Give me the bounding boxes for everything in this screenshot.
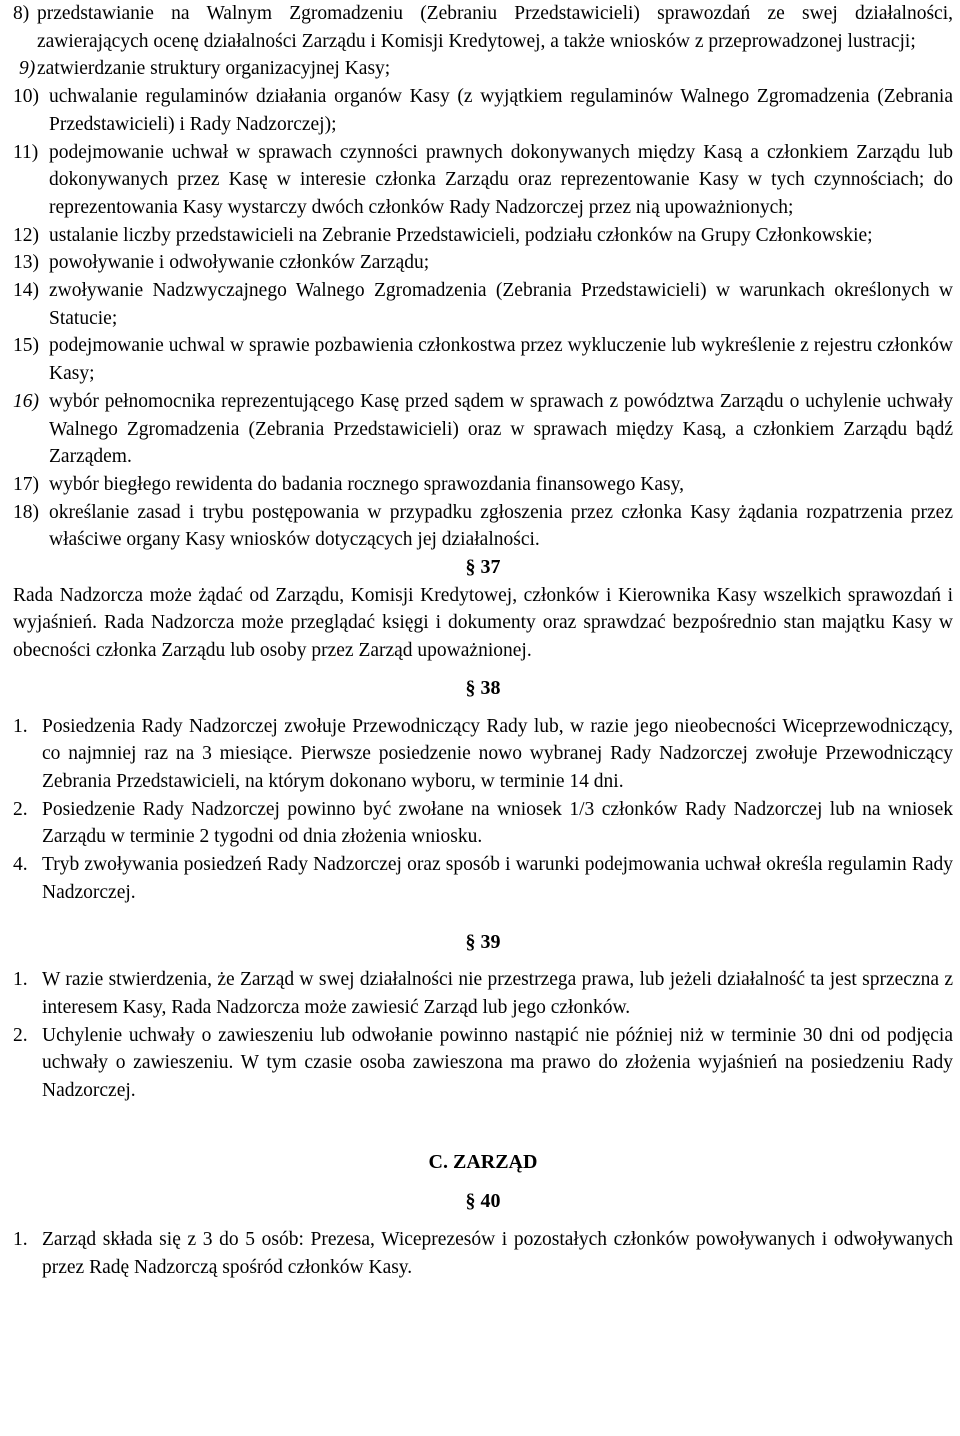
section-heading-37: § 37 xyxy=(465,556,501,579)
list-item xyxy=(13,851,953,906)
item-number: 17) xyxy=(13,473,39,495)
item-text: zwoływanie Nadzwyczajnego Walnego Zgromadzenia (Zebrania Przedstawicieli) w warunkach określonych w Statucie; xyxy=(49,280,953,329)
item-text: W razie stwierdzenia, że Zarząd w swej działalności nie przestrzega prawa, lub jeżeli działalność ta jest sprzeczna z interesem Kasy, Rada Nadzorcza może zawiesić Zarząd lub jego członków. xyxy=(42,969,953,1018)
item-text: powoływanie i odwoływanie członków Zarządu; xyxy=(49,252,430,274)
item-text: zatwierdzanie struktury organizacyjnej Kasy; xyxy=(37,58,391,80)
item-number: 18) xyxy=(13,501,39,523)
item-number: 1. xyxy=(13,1229,28,1251)
item-text: Posiedzenia Rady Nadzorczej zwołuje Przewodniczący Rady lub, w razie jego nieobecności Wiceprzewodniczący, co najmniej raz na 3 miesiące. Pierwsze posiedzenie nowo wybranej Rady Nadzorczej zwołuje Przewodniczący Zebrania Przedstawicieli, na którym dokonano wyboru, w terminie 14 dni. xyxy=(42,715,953,792)
list-item xyxy=(13,388,953,471)
rights-list xyxy=(13,0,953,554)
section-heading-38: § 38 xyxy=(465,676,501,699)
item-number: 11) xyxy=(13,141,39,163)
section-heading-40: § 40 xyxy=(465,1190,501,1213)
section-39-list xyxy=(13,966,953,1105)
item-number: 14) xyxy=(13,280,39,302)
item-number: 1. xyxy=(13,715,28,737)
item-text: ustalanie liczby przedstawicieli na Zebranie Przedstawicieli, podziału członków na Grupy Członkowskie; xyxy=(49,224,873,246)
list-item xyxy=(13,1226,953,1281)
list-item xyxy=(13,796,953,851)
item-number: 2. xyxy=(13,798,28,820)
item-number: 9) xyxy=(19,58,36,80)
item-text: przedstawianie na Walnym Zgromadzeniu (Zebraniu Przedstawicieli) sprawozdań ze swej działalności, zawierających ocenę działalności Zarządu i Komisji Kredytowej, a także wniosków z przeprowadzonej lustracji; xyxy=(37,3,953,52)
list-item xyxy=(13,249,953,277)
list-item xyxy=(13,499,953,554)
item-text: wybór biegłego rewidenta do badania rocznego sprawozdania finansowego Kasy, xyxy=(49,473,684,495)
item-number: 8) xyxy=(13,3,30,24)
item-text: wybór pełnomocnika reprezentującego Kasę przed sądem w sprawach z powództwa Zarządu o uchylenie uchwały Walnego Zgromadzenia (Zebrania Przedstawicieli) oraz w sprawach między Kasą, a członkiem Zarządu bądź Zarządem. xyxy=(49,390,953,468)
item-text: Tryb zwoływania posiedzeń Rady Nadzorczej oraz sposób i warunki podejmowania uchwał określa regulamin Rady Nadzorczej. xyxy=(42,854,953,903)
section-38-list xyxy=(13,713,953,907)
section-heading-39: § 39 xyxy=(465,930,501,953)
item-text: uchwalanie regulaminów działania organów Kasy (z wyjątkiem regulaminów Walnego Zgromadzenia (Zebrania Przedstawicieli) i Rady Nadzorczej); xyxy=(49,86,953,135)
list-item xyxy=(13,139,953,222)
item-number: 2. xyxy=(13,1024,28,1046)
item-number: 10) xyxy=(13,86,39,108)
chapter-heading: C. ZARZĄD xyxy=(428,1150,538,1173)
list-item xyxy=(13,277,953,332)
item-text: określanie zasad i trybu postępowania w przypadku zgłoszenia przez członka Kasy żądania rozpatrzenia przez właściwe organy Kasy wniosków dotyczących jej działalności. xyxy=(49,501,953,551)
item-number: 15) xyxy=(13,335,39,357)
item-text: podejmowanie uchwal w sprawie pozbawienia członkostwa przez wykluczenie lub wykreślenie z rejestru członków Kasy; xyxy=(49,335,953,385)
list-item xyxy=(13,222,953,250)
list-item xyxy=(13,471,953,499)
section-37-paragraph: Rada Nadzorcza może żądać od Zarządu, Komisji Kredytowej, członków i Kierownika Kasy wszelkich sprawozdań i wyjaśnień. Rada Nadzorcza może przeglądać księgi i dokumenty oraz sprawdzać bezpośrednio stan majątku Kasy w obecności członka Zarządu lub osoby przez Zarząd upoważnionej. xyxy=(13,584,953,662)
list-item xyxy=(13,713,953,796)
list-item xyxy=(13,55,953,83)
section-40-list xyxy=(13,1226,953,1281)
item-text: Posiedzenie Rady Nadzorczej powinno być zwołane na wniosek 1/3 członków Rady Nadzorczej lub na wniosek Zarządu w terminie 2 tygodni od dnia złożenia wniosku. xyxy=(42,798,953,848)
list-item xyxy=(13,83,953,138)
item-number: 13) xyxy=(13,252,39,274)
item-number: 16) xyxy=(13,390,39,412)
list-item xyxy=(13,332,953,387)
item-text: podejmowanie uchwał w sprawach czynności prawnych dokonywanych między Kasą a członkiem Zarządu lub dokonywanych przez Kasę w interesie członka Zarządu oraz reprezentowanie Kasy w tych czynnościach; do reprezentowania Kasy wystarczy dwóch członków Rady Nadzorczej przez nią upoważnionych; xyxy=(49,141,953,218)
item-number: 12) xyxy=(13,224,39,246)
list-item xyxy=(13,1022,953,1105)
list-item xyxy=(13,0,953,55)
item-number: 4. xyxy=(13,854,28,876)
item-text: Uchylenie uchwały o zawieszeniu lub odwołanie powinno nastąpić nie później niż w terminie 30 dni od podjęcia uchwały o zawieszeniu. W tym czasie osoba zawieszona ma prawo do złożenia wyjaśnień na posiedzeniu Rady Nadzorczej. xyxy=(42,1024,953,1102)
item-number: 1. xyxy=(13,969,28,991)
list-item xyxy=(13,966,953,1021)
item-text: Zarząd składa się z 3 do 5 osób: Prezesa, Wiceprezesów i pozostałych członków powoływanych i odwoływanych przez Radę Nadzorczą spośród członków Kasy. xyxy=(42,1229,953,1278)
